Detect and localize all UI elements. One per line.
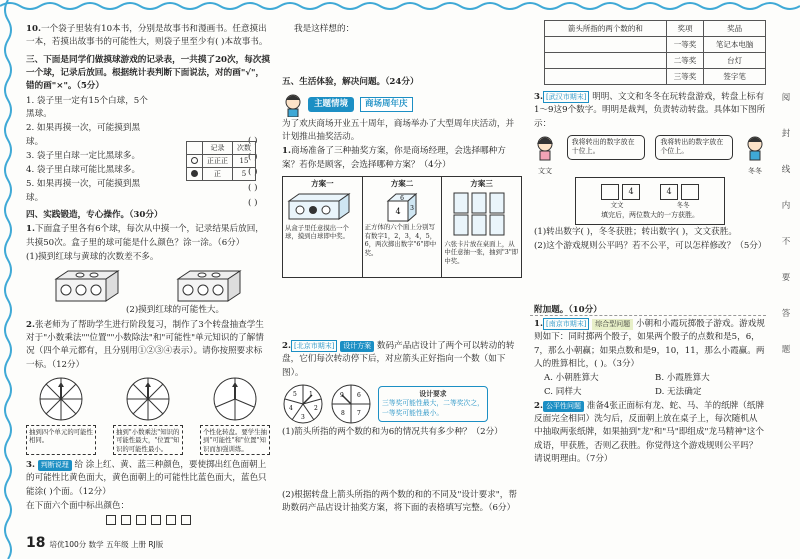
question-10: 10.一个袋子里装有10本书，分别是故事书和漫画书。任意摸出一本，若摸出故事书的可能性大，则袋子里至少有( )本故事书。 — [26, 24, 268, 48]
scenario-text: 为了欢庆商场开业五十周年，商场举办了大型周年庆活动，并计划推出抽奖活动。 — [282, 118, 515, 142]
spinner-dial-icon[interactable] — [38, 376, 84, 422]
spinner-caption: 个性化转盘。要学生抽到"可能性"和"位置"知识而加强训练。 — [200, 425, 270, 455]
prize-sum-cell[interactable] — [545, 53, 667, 69]
dial-2-icon — [330, 383, 372, 425]
problem-2-sub1: (1)箭头所指的两个数的和为6的情况共有多少种？（2分） — [282, 426, 503, 437]
judge-list — [26, 95, 156, 206]
activity-3: 3. 判断说理 给 涂上红、黄、蓝三种颜色，要使掷出红色面朝上的可能性比黄色面大，黄色面朝上的可能性比蓝色面大，蓝色只能涂( )个面。（12分） — [26, 459, 267, 497]
dial-row — [282, 383, 522, 425]
ball-box-2-icon[interactable] — [174, 267, 244, 303]
white-ball-icon — [191, 157, 198, 164]
boy-icon — [744, 135, 766, 161]
spinner-1 — [26, 376, 96, 455]
girl-icon — [534, 135, 556, 161]
section-divider — [530, 315, 766, 316]
face-box[interactable] — [106, 515, 116, 525]
boy-mascot-icon — [282, 93, 304, 117]
option-d[interactable]: D. 无法确定 — [655, 386, 702, 397]
option-b[interactable]: B. 小霞胜算大 — [655, 373, 710, 384]
face-box[interactable] — [136, 515, 146, 525]
judge-item: 2. 如果再摸一次，可能摸到黑球。 — [26, 123, 141, 147]
design-requirements: 设计要求 三等奖可能性最大，二等奖次之，一等奖可能性最小。 — [378, 386, 488, 423]
svg-text:1: 1 — [309, 390, 313, 398]
ball-box-icon — [285, 191, 355, 221]
spinner-dial-icon[interactable] — [125, 376, 171, 422]
plan-3: 方案三 六张卡片放在桌面上，从中任意抽一张，抽到"3"即中奖。 — [444, 178, 519, 265]
answer-blank[interactable]: ( ) — [248, 167, 258, 177]
top-wave-border — [0, 0, 800, 14]
svg-text:6: 6 — [357, 391, 361, 399]
cube-side-digit: 3 — [410, 205, 414, 212]
problem-3: 3. [武汉市期末] 明明、文文和冬冬在玩转盘游戏，转盘上标有1～9这9个数字。明明是裁判，负责转动转盘。具体如下图所示： — [534, 92, 766, 129]
plan-1: 方案一 从盒子里任意摸出一个球，摸到白球即中奖。 — [283, 177, 363, 277]
judge-item: 3. 袋子里白球一定比黑球多。 — [26, 150, 141, 161]
theme-banner — [282, 93, 522, 117]
answer-blank[interactable]: ( ) — [248, 151, 258, 162]
activity-2: 2.张老师为了帮助学生进行阶段复习，制作了3个转盘抽查学生对于"小数乘法""位置""小数除法"和"可能性"单元知识的了解情况（四个单元都有，且分别用①②③④表示）。请你按照要求标一标。（12分） — [26, 319, 264, 370]
extra-title: 附加题。（10分） — [534, 304, 602, 315]
left-wave-border — [0, 0, 16, 559]
option-c[interactable]: C. 同样大 — [544, 386, 582, 397]
column-left — [26, 22, 270, 525]
card-blank[interactable] — [601, 184, 619, 200]
svg-text:4: 4 — [289, 404, 293, 412]
answer-blank[interactable]: ( ) — [248, 198, 258, 208]
face-box[interactable] — [181, 515, 191, 525]
speech-bubble-1: 我将转出的数字放在十位上。 — [567, 135, 645, 160]
spinner-dial-icon[interactable] — [212, 376, 258, 422]
dial-1-icon — [282, 383, 324, 425]
theme-name: 商场周年庆 — [360, 97, 413, 112]
extra-2: 2. 公平性问题 准备4张正面标有龙、蛇、马、羊的纸牌（纸牌反面完全相同）洗匀后，反面朝上放在桌子上，每次随机从中抽取两张纸牌，如果抽到"龙"和"马"即组成"龙马精神"这个成语，甲获胜，否则乙获胜。你觉得这个游戏规则公平吗？请说明理由。（7分） — [534, 400, 765, 465]
spinner-3 — [200, 376, 270, 455]
column-right — [534, 20, 766, 467]
activity-1-sub1: (1)摸到红球与黄球的次数差不多。 — [26, 252, 159, 262]
black-ball-icon — [191, 170, 198, 177]
record-table: 记录 次数 正正正 15 正 5 — [186, 141, 256, 181]
svg-text:2: 2 — [314, 404, 318, 412]
card-blank[interactable] — [681, 184, 699, 200]
prize-sum-cell[interactable] — [545, 69, 667, 85]
plan-2: 方案二 6 4 3 正方体的六个面上分别写有数字1，2，3，4，5，6，两次掷出数字"6"即中奖。 — [363, 177, 443, 277]
face-box[interactable] — [121, 515, 131, 525]
spinner-2 — [113, 376, 183, 455]
prize-table: 箭头所指的两个数的和 奖项 奖品 一等奖 笔记本电脑 二等奖 台灯 三等奖 签字笔 — [544, 20, 766, 85]
svg-text:8: 8 — [341, 409, 345, 417]
dice-cube-icon — [384, 191, 420, 223]
book-title: 培优100分 数学 五年级 上册 RJ版 — [49, 540, 164, 549]
page-number: 18 — [26, 535, 46, 551]
ball-boxes — [26, 267, 270, 303]
spinner-caption: 抽到"小数乘法"知识的可能性最大，"位置"知识的可能性最小。 — [113, 425, 183, 455]
problem-2-sub2: (2)根据转盘上箭头所指的两个数的和的不同及"设计要求"，帮助数码产品店设计抽奖方案，将下面的表格填写完整。（6分） — [282, 490, 517, 514]
digit-cards: 4 4 文文 冬冬 填完后，两位数大的一方获胜。 — [575, 177, 725, 225]
lottery-plans — [282, 176, 522, 278]
kid-wenwen: 文文 — [534, 135, 556, 177]
problem-3-sub2: (2)这个游戏规则公平吗？若不公平，可以怎样修改？（5分） — [534, 241, 767, 252]
theme-label: 主题情境 — [308, 97, 354, 112]
activity-1-sub2: (2)摸到红球的可能性大。 — [126, 305, 225, 316]
extra-1-options — [534, 372, 766, 399]
spinner-caption: 抽到四个单元的可能性相同。 — [26, 425, 96, 455]
page-footer — [26, 535, 163, 551]
svg-text:7: 7 — [357, 409, 361, 417]
section-5-title: 五、生活体验，解决问题。（24分） — [282, 77, 419, 88]
svg-text:3: 3 — [301, 413, 305, 421]
face-box[interactable] — [151, 515, 161, 525]
card-grid-icon — [444, 191, 514, 237]
thinking-prompt: 我是这样想的： — [294, 24, 355, 34]
answer-blank[interactable]: ( ) — [248, 136, 258, 146]
problem-2: 2. [北京市期末] 设计方案 数码产品店设计了两个可以转动的转盘，它们每次转动停下后，对应箭头正好指向一个数（如下图）。 — [282, 340, 515, 378]
activity-1: 1.下面盒子里各有6个球，每次从中摸一个，记录结果后放回，共摸50次。盒子里的球可能是什么颜色？涂一涂。（6分） — [26, 224, 264, 248]
judge-item: 1. 袋子里一定有15个白球，5个黑球。 — [26, 95, 148, 119]
kid-dongdong: 冬冬 — [744, 135, 766, 177]
cube-front-digit: 4 — [395, 207, 401, 216]
spinners-row — [26, 376, 270, 455]
problem-3-sub1: (1)转出数字( )，冬冬获胜；转出数字( )，文文获胜。 — [534, 227, 737, 237]
svg-text:9: 9 — [340, 391, 344, 399]
column-middle — [282, 22, 522, 517]
judge-item: 4. 袋子里白球可能比黑球多。 — [26, 165, 141, 176]
svg-text:5: 5 — [293, 390, 297, 398]
section-3-title: 三、下面是同学们做摸球游戏的记录表，一共摸了20次，每次摸一个球，记录后放回。根据统计表判断下面说法，对的画"√"，错的画"×"。（5分） — [26, 54, 270, 92]
prize-sum-cell[interactable] — [545, 37, 667, 53]
cube-top-digit: 6 — [400, 195, 404, 202]
face-box[interactable] — [166, 515, 176, 525]
ball-box-1-icon[interactable] — [52, 267, 122, 303]
option-a[interactable]: A. 小朝胜算大 — [544, 373, 599, 384]
section-4-title: 四、实践锻造，专心操作。（30分） — [26, 210, 163, 221]
binding-margin: 阅 封 线 内 不 要 答 题 — [781, 93, 791, 355]
extra-1: 1. [南京市期末] 综合型问题 小朝和小霞玩掷骰子游戏。游戏规则如下：同时掷两个骰子，如果两个骰子的点数和是5，6，7，那么小朝赢；如果点数和是9，10，11，那么小霞赢。两人的胜算相比，( )。（3分） — [534, 318, 765, 369]
face-boxes — [106, 515, 270, 525]
problem-1: 1.商场准备了三种抽奖方案，你是商场经理，会选择哪种方案？若你是顾客，会选择哪种方案？（4分） — [282, 146, 506, 170]
judge-item: 5. 如果再摸一次，可能摸到黑球。 — [26, 179, 141, 203]
activity-3-sub: 在下面六个面中标出颜色： — [26, 500, 130, 511]
answer-blank[interactable]: ( ) — [248, 182, 258, 193]
kids-illustration — [534, 135, 766, 177]
speech-bubble-2: 我将转出的数字放在个位上。 — [655, 135, 733, 160]
